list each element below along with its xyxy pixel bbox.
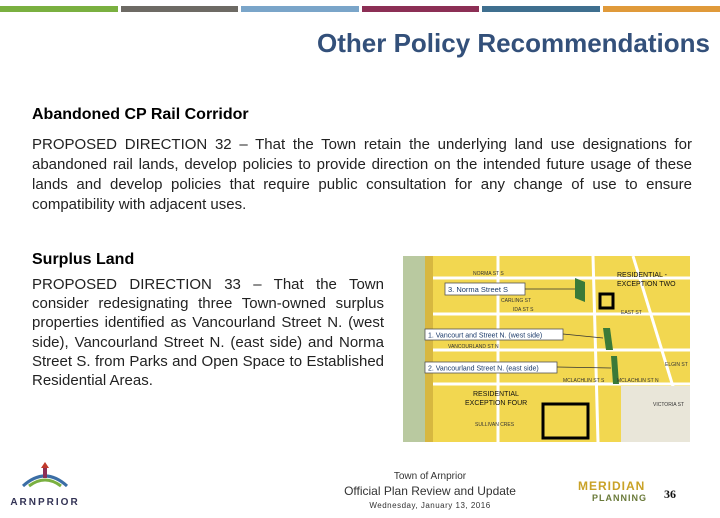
bar-segment [241,6,359,12]
street-label: NORMA ST S [473,271,504,277]
top-color-bar [0,6,720,12]
section-heading-rail: Abandoned CP Rail Corridor [32,106,249,123]
section-body-surplus: PROPOSED DIRECTION 33 – That the Town consider redesignating three Town-owned surplus properties identified as Vancourland Street N. (west side), Vancourland Street N. (east side) and Norma Street S. from Parks and Open Space to Established Residential Areas. [32,276,384,390]
callout-norma-text: 3. Norma Street S [448,285,509,294]
street-label: VANCOURLAND ST N [448,344,499,350]
bar-segment [121,6,239,12]
street-label: MCLACHLIN ST S [563,378,605,384]
green-corridor [403,256,425,442]
label-res2: RESIDENTIAL -EXCEPTION TWO [617,272,676,288]
street-label: VICTORIA ST [653,402,685,408]
page-number: 36 [664,487,676,501]
bar-segment [362,6,480,12]
bar-segment [482,6,600,12]
arnprior-emblem-icon [15,460,75,492]
footer-org: Town of Arnprior [393,471,467,482]
river-area [621,386,690,442]
street-label: IDA ST S [513,307,534,313]
page-title: Other Policy Recommendations [317,28,710,58]
meridian-logo-text: MERIDIAN [578,479,646,493]
street-label: CARLING ST [501,298,532,304]
meridian-logo [578,479,647,503]
parcel-norma [575,278,585,302]
bar-segment [603,6,720,12]
callout-vanc-east-text: 2. Vancourland Street N. (east side) [428,365,539,373]
rail-corridor [425,256,433,442]
street-label: EAST ST [621,310,642,316]
callout-vanc-west-text: 1. Vancourt and Street N. (west side) [428,332,543,340]
arnprior-logo [10,460,80,516]
footer-project: Official Plan Review and Update [344,484,516,498]
footer-date: Wednesday, January 13, 2016 [369,501,491,510]
section-heading-surplus: Surplus Land [32,251,135,268]
bar-segment [0,6,118,12]
arnprior-logo-text: ARNPRIOR [10,497,80,508]
street-label: SULLIVAN CRES [475,422,515,428]
footer [230,471,630,510]
section-body-rail: PROPOSED DIRECTION 32 – That the Town retain the underlying land use designations for abandoned rail lands, develop policies to provide direction on the intended future usage of these lands and develop policies that require public consultation for any change of use to ensure compatibility with adjacent uses. [32,136,692,213]
street-label: MCLACHLIN ST N [617,378,659,384]
planning-logo-text: PLANNING [592,493,647,503]
label-res4: RESIDENTIAL EXCEPTION FOUR [465,391,528,407]
street-label: ELGIN ST [665,362,688,368]
surplus-land-map [403,256,690,442]
